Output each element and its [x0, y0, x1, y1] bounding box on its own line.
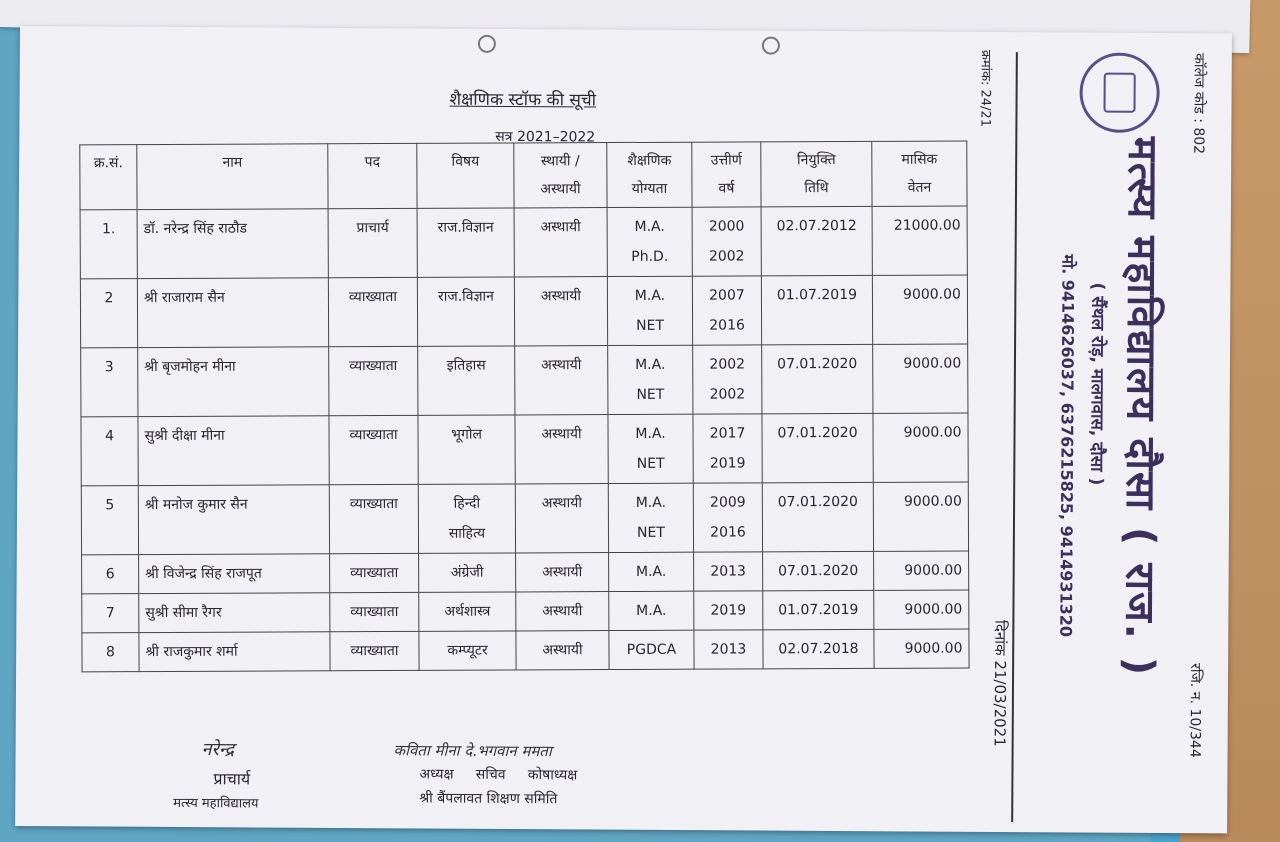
college-seal [1079, 52, 1159, 132]
cell-subject: कम्प्यूटर [419, 631, 516, 670]
table-row [81, 344, 968, 417]
table-row [82, 551, 969, 594]
cell-subject: अंग्रेजी [419, 553, 516, 592]
cell-sn: 2 [80, 279, 137, 348]
cell-status: अस्थायी [514, 208, 607, 277]
cell-post: व्याख्याता [329, 415, 418, 484]
cell-status: अस्थायी [514, 277, 607, 346]
table-header-row [80, 141, 967, 210]
letterhead-divider [1011, 52, 1018, 822]
cell-status: अस्थायी [515, 484, 608, 553]
cell-salary: 9000.00 [873, 413, 968, 482]
cell-pass-year: 2007 2016 [692, 276, 761, 345]
cell-sn: 1. [80, 210, 137, 279]
cell-status: अस्थायी [515, 415, 608, 484]
cell-status: अस्थायी [516, 631, 609, 670]
letterhead [977, 32, 1230, 833]
college-code: कॉलेज कोड : 802 [1190, 53, 1207, 155]
cell-post: व्याख्याता [330, 592, 419, 631]
cell-salary: 9000.00 [874, 551, 969, 590]
cell-subject: इतिहास [418, 346, 515, 415]
cell-name: डॉ. नरेन्द्र सिंह राठौड [137, 209, 328, 279]
table-row [81, 482, 968, 555]
cell-salary: 21000.00 [872, 206, 967, 275]
cell-qualification: M.A. NET [607, 276, 692, 345]
cell-sn: 3 [81, 348, 138, 417]
session-label: सत्र 2021–2022 [495, 128, 596, 146]
col-header-qualification: शैक्षणिक योग्यता [607, 142, 692, 207]
col-header-pass-year: उत्तीर्ण वर्ष [692, 142, 761, 207]
cell-sn: 7 [82, 594, 139, 633]
cell-sn: 5 [81, 486, 138, 555]
punch-hole [478, 35, 496, 53]
cell-appointment-date: 01.07.2019 [761, 275, 872, 344]
cell-name: सुश्री दीक्षा मीना [138, 416, 329, 486]
cell-pass-year: 2017 2019 [693, 414, 762, 483]
cell-sn: 4 [81, 417, 138, 486]
document-title: शैक्षणिक स्टॉफ की सूची [449, 89, 597, 111]
cell-post: व्याख्याता [330, 553, 419, 592]
cell-subject: भूगोल [418, 415, 515, 484]
table-row [81, 413, 968, 486]
table-row [82, 629, 969, 672]
table-row [82, 590, 969, 633]
cell-qualification: M.A. NET [608, 345, 693, 414]
ref-number: क्रमांक: 24/21 [977, 49, 993, 128]
cell-pass-year: 2000 2002 [692, 207, 761, 276]
committee-signatures: कविता मीना दे.भगवान ममता [393, 741, 552, 761]
cell-post: व्याख्याता [329, 346, 418, 415]
cell-salary: 9000.00 [874, 629, 969, 668]
cell-post: व्याख्याता [328, 277, 417, 346]
punch-hole [762, 37, 780, 55]
cell-appointment-date: 02.07.2018 [763, 629, 874, 668]
table-row [80, 206, 967, 279]
cell-appointment-date: 07.01.2020 [762, 344, 873, 413]
cell-name: श्री राजाराम सैन [137, 278, 328, 348]
cell-name: सुश्री सीमा रैगर [139, 593, 330, 633]
staff-table [79, 140, 969, 672]
col-header-appointment-date: नियुक्ति तिथि [761, 141, 872, 206]
cell-name: श्री विजेन्द्र सिंह राजपूत [139, 554, 330, 594]
col-header-sn: क्र.सं. [80, 145, 137, 210]
cell-name: श्री राजकुमार शर्मा [139, 632, 330, 672]
principal-signature: नरेन्द्र [201, 739, 235, 761]
cell-name: श्री बृजमोहन मीना [138, 347, 329, 417]
cell-post: व्याख्याता [330, 631, 419, 670]
cell-appointment-date: 07.01.2020 [762, 482, 873, 551]
college-name: मत्स्य महाविद्यालय दौसा ( राज. ) [1116, 136, 1166, 678]
college-phones: मो. 9414626037, 6376215825, 9414931320 [1056, 254, 1078, 638]
cell-post: प्राचार्य [328, 208, 417, 277]
cell-qualification: M.A. NET [608, 414, 693, 483]
cell-appointment-date: 02.07.2012 [761, 206, 872, 275]
col-header-post: पद [328, 143, 417, 208]
cell-appointment-date: 07.01.2020 [762, 413, 873, 482]
committee-titles: अध्यक्ष सचिव कोषाध्यक्ष [419, 766, 578, 784]
cell-pass-year: 2002 2002 [693, 345, 762, 414]
cell-qualification: M.A. NET [608, 483, 693, 552]
principal-org: मत्स्य महाविद्यालय [173, 795, 259, 812]
cell-status: अस्थायी [516, 553, 609, 592]
col-header-salary: मासिक वेतन [872, 141, 967, 206]
cell-subject: अर्थशास्त्र [419, 592, 516, 631]
col-header-subject: विषय [417, 143, 514, 208]
cell-pass-year: 2013 [694, 630, 763, 669]
table-row [80, 275, 967, 348]
cell-qualification: M.A. Ph.D. [607, 207, 692, 276]
cell-status: अस्थायी [515, 346, 608, 415]
registration-number: रजि. न. 10/344 [1186, 663, 1204, 758]
cell-status: अस्थायी [516, 592, 609, 631]
cell-name: श्री मनोज कुमार सैन [138, 485, 329, 555]
document-date: दिनांक 21/03/2021 [990, 619, 1010, 747]
principal-title: प्राचार्य [213, 769, 251, 789]
cell-subject: राज.विज्ञान [417, 208, 514, 277]
cell-post: व्याख्याता [329, 484, 418, 553]
cell-qualification: M.A. [609, 552, 694, 591]
cell-pass-year: 2019 [694, 591, 763, 630]
cell-pass-year: 2009 2016 [693, 483, 762, 552]
cell-qualification: PGDCA [609, 630, 694, 669]
cell-salary: 9000.00 [872, 275, 967, 344]
col-header-status: स्थायी / अस्थायी [514, 143, 607, 208]
cell-salary: 9000.00 [874, 590, 969, 629]
cell-appointment-date: 01.07.2019 [763, 590, 874, 629]
document-page [15, 26, 1232, 833]
cell-subject: हिन्दी साहित्य [418, 484, 515, 553]
college-address: ( सैंथल रोड़, मालगवास, दौसा ) [1086, 282, 1108, 486]
cell-sn: 8 [82, 633, 139, 672]
cell-salary: 9000.00 [873, 482, 968, 551]
col-header-name: नाम [137, 144, 328, 210]
cell-sn: 6 [82, 555, 139, 594]
cell-qualification: M.A. [609, 591, 694, 630]
committee-org: श्री बैंपलावत शिक्षण समिति [419, 790, 558, 808]
cell-appointment-date: 07.01.2020 [763, 551, 874, 590]
cell-salary: 9000.00 [873, 344, 968, 413]
cell-pass-year: 2013 [694, 552, 763, 591]
cell-subject: राज.विज्ञान [417, 277, 514, 346]
